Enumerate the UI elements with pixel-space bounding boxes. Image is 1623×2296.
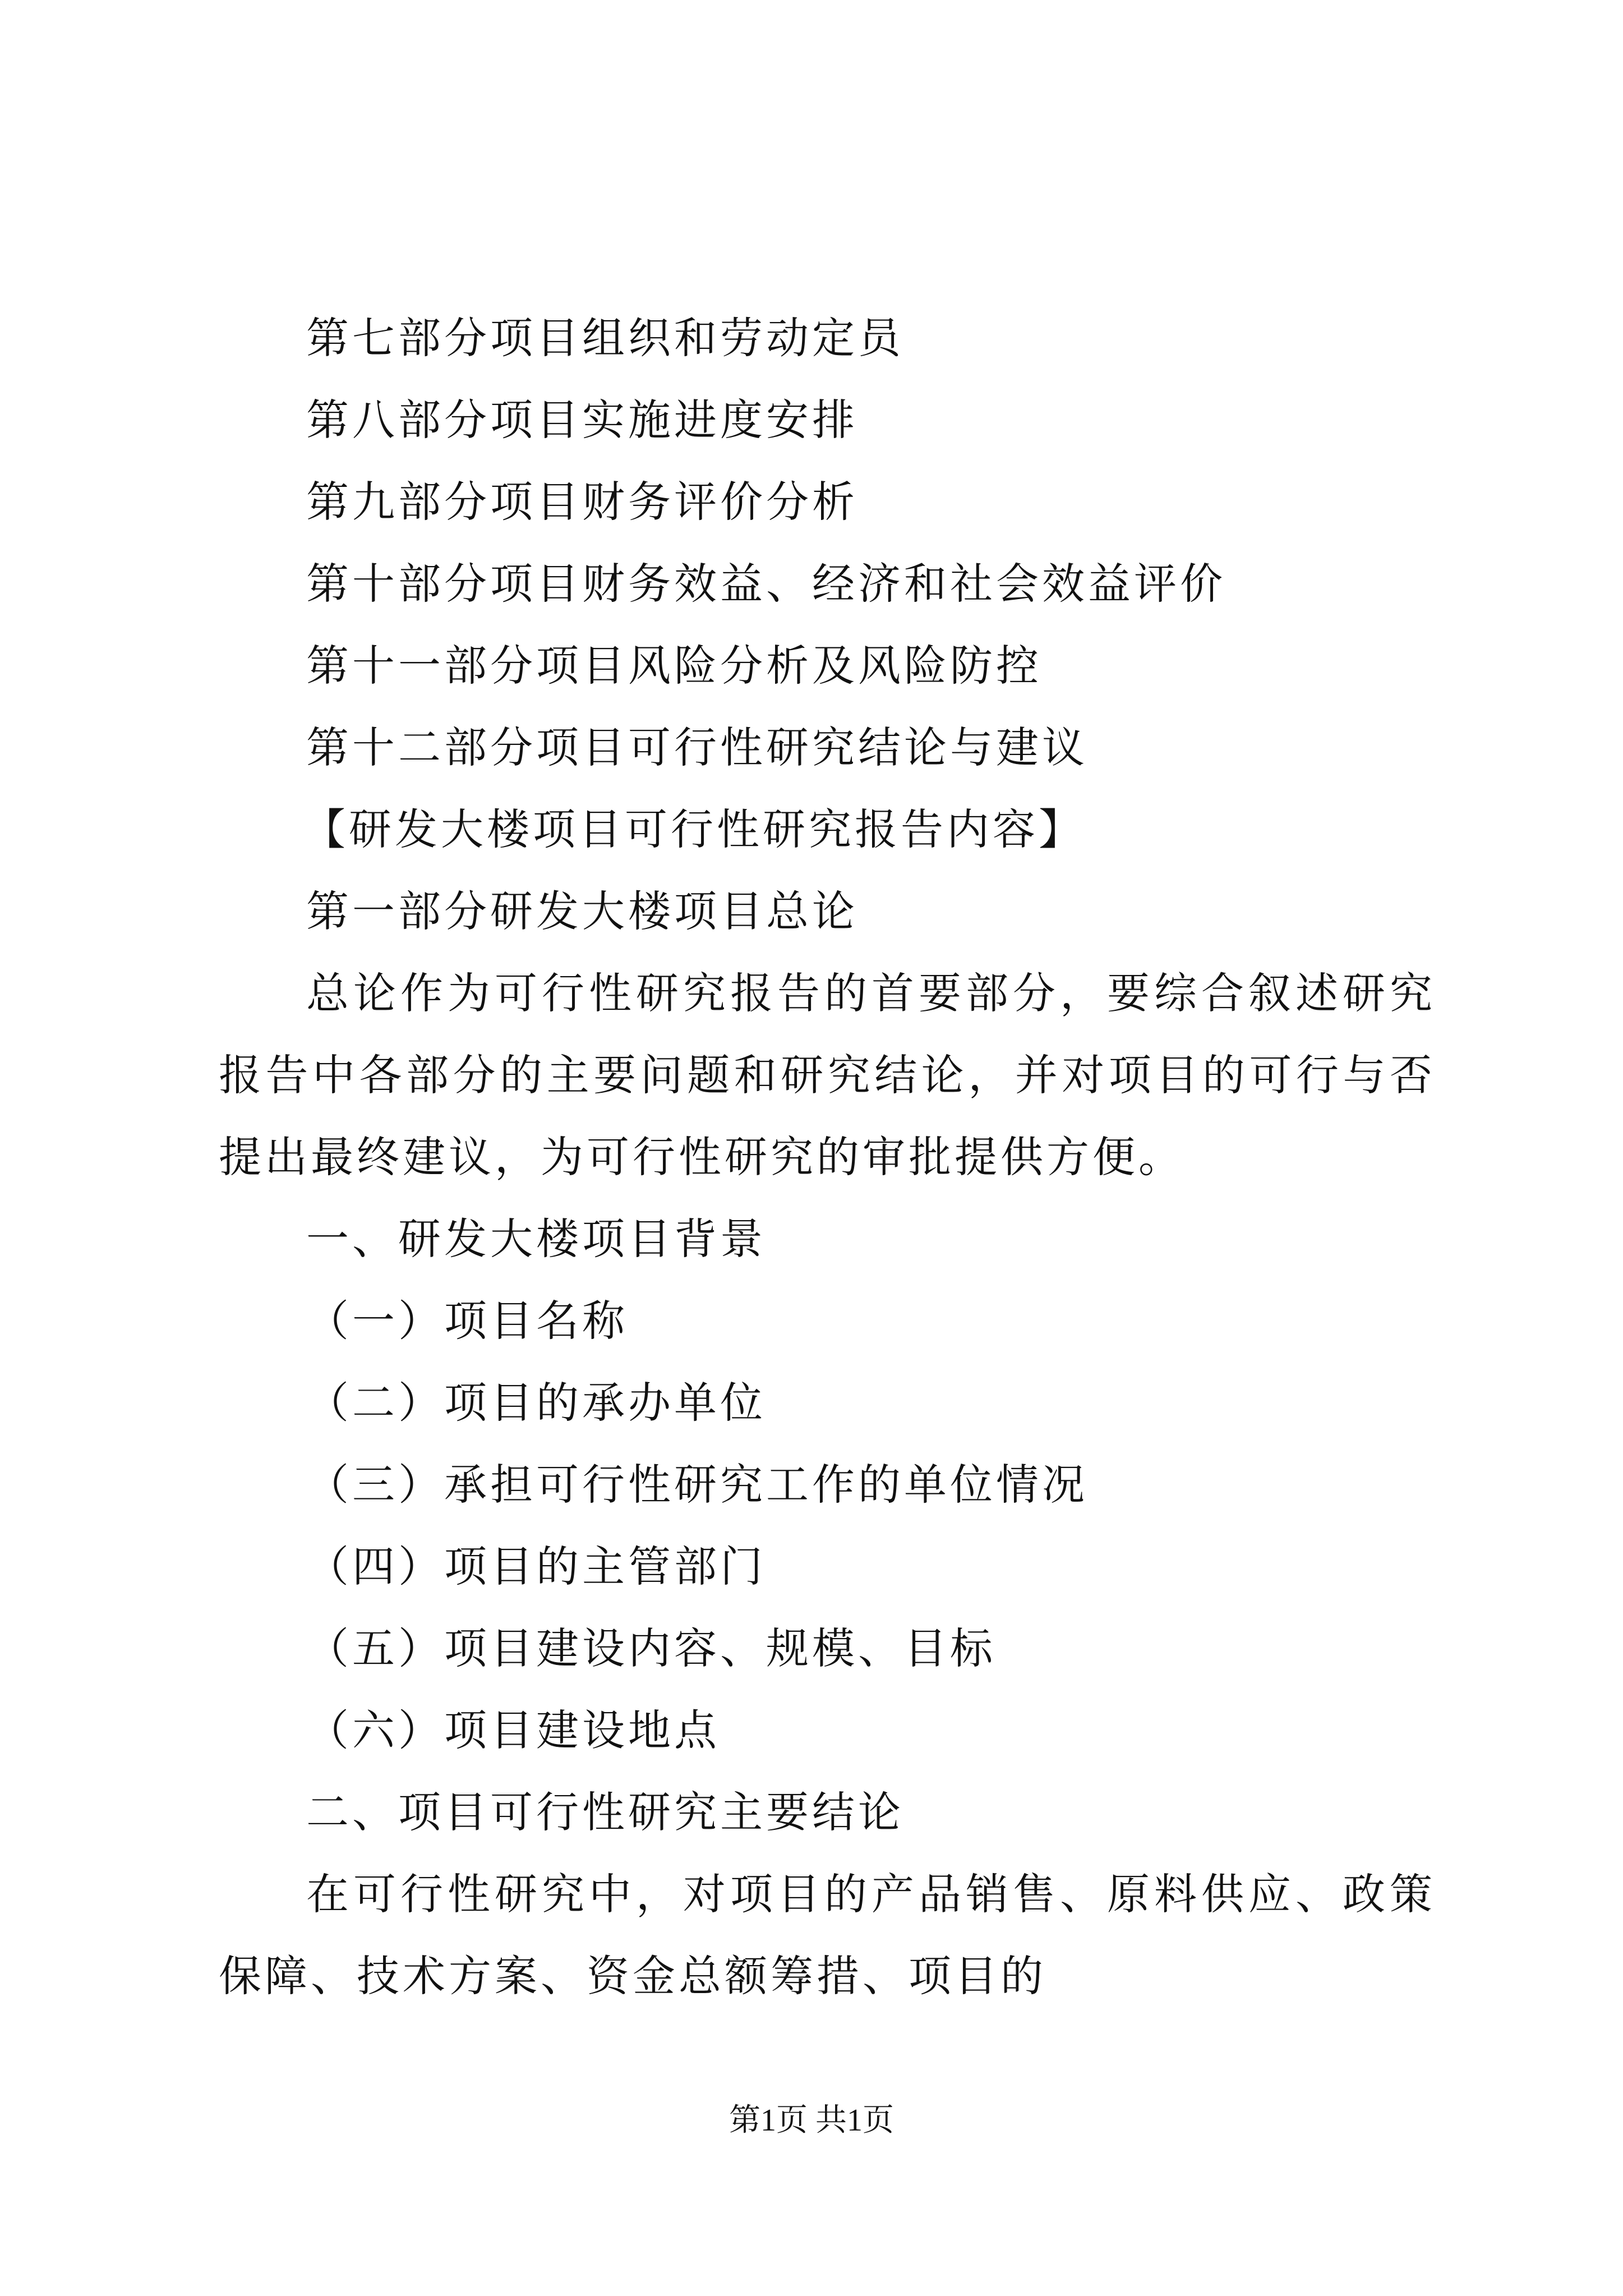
conclusion-paragraph: 在可行性研究中，对项目的产品销售、原料供应、政策保障、技术方案、资金总额筹措、项目的 <box>219 1869 1436 2001</box>
page-footer: 第1页 共1页 <box>729 2103 894 2138</box>
toc-item: 第七部分项目组织和劳动定员 <box>306 313 904 363</box>
toc-item: 第八部分项目实施进度安排 <box>306 395 858 445</box>
toc-item: 第十一部分项目风险分析及风险防控 <box>306 641 1042 691</box>
part-one-heading: 第一部分研发大楼项目总论 <box>306 886 858 936</box>
background-heading: 一、研发大楼项目背景 <box>306 1214 766 1264</box>
toc-item: 第十部分项目财务效益、经济和社会效益评价 <box>306 559 1226 609</box>
background-item: （四）项目的主管部门 <box>306 1542 766 1591</box>
section-title: 【研发大楼项目可行性研究报告内容】 <box>303 804 1085 854</box>
background-item: （一）项目名称 <box>306 1296 628 1346</box>
conclusion-heading: 二、项目可行性研究主要结论 <box>306 1787 904 1837</box>
background-item: （五）项目建设内容、规模、目标 <box>306 1623 996 1673</box>
background-item: （六）项目建设地点 <box>306 1705 720 1755</box>
background-item: （三）承担可行性研究工作的单位情况 <box>306 1460 1088 1510</box>
toc-item: 第九部分项目财务评价分析 <box>306 477 858 527</box>
intro-paragraph: 总论作为可行性研究报告的首要部分，要综合叙述研究报告中各部分的主要问题和研究结论，并对项目的可行与否提出最终建议，为可行性研究的审批提供方便。 <box>219 968 1436 1182</box>
background-item: （二）项目的承办单位 <box>306 1378 766 1428</box>
document-body <box>219 297 1436 2017</box>
toc-item: 第十二部分项目可行性研究结论与建议 <box>306 723 1088 772</box>
